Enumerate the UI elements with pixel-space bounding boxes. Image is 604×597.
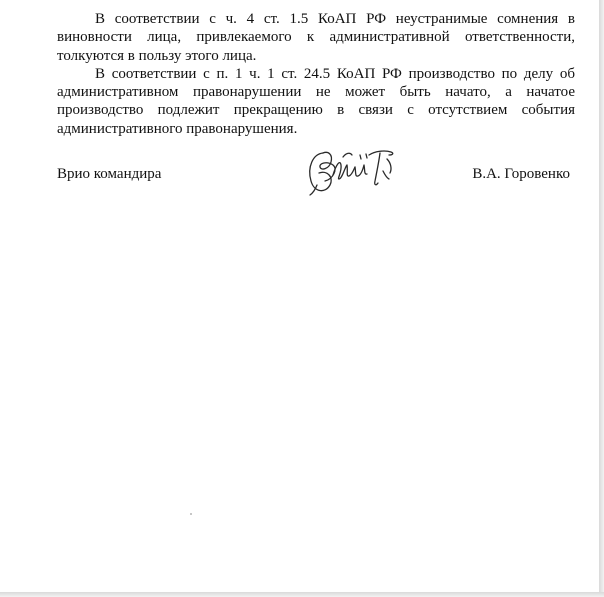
- signatory-name: В.А. Горовенко: [472, 166, 570, 182]
- signature-icon: [303, 145, 401, 197]
- scan-speck: [190, 513, 192, 515]
- signatory-position: Врио командира: [57, 166, 162, 182]
- paragraph-doubt: В соответствии с ч. 4 ст. 1.5 КоАП РФ неустранимые сомнения в виновности лица, привлекаемого к административной ответственности, толкуются в пользу этого лица.: [57, 11, 575, 64]
- page-edge-bottom: [0, 592, 604, 597]
- page-edge-right: [599, 0, 604, 597]
- paragraph-termination: В соответствии с п. 1 ч. 1 ст. 24.5 КоАП РФ производство по делу об административном правонарушении не может быть начато, а начатое производство подлежит прекращению в связи с отсутствием события административного правонарушения.: [57, 65, 575, 137]
- document-body: [57, 10, 575, 138]
